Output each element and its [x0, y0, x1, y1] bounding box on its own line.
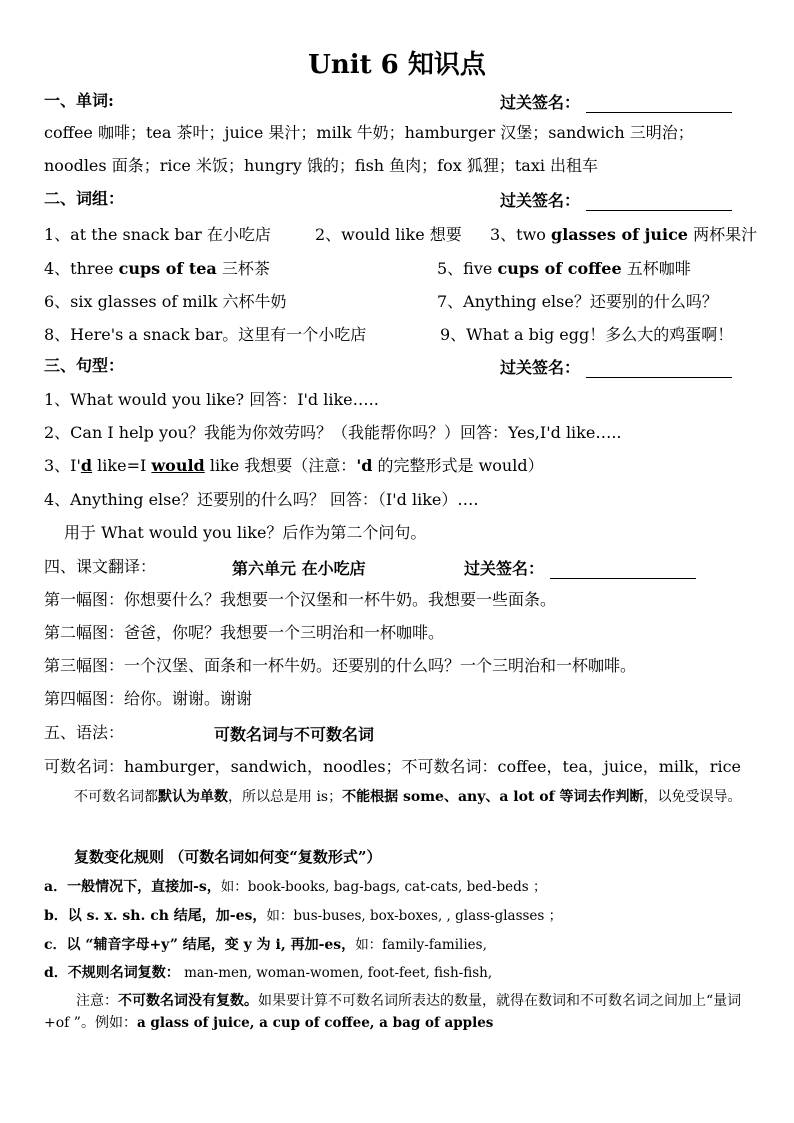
signature-field[interactable]: [500, 355, 732, 378]
rule-c: c．以 “辅音字母+y” 结尾，变 y 为 i, 再加-es，如：family-families,: [44, 937, 487, 953]
phrase-5: 5、five cups of coffee 五杯咖啡: [437, 259, 691, 278]
phrase-6: 6、six glasses of milk 六杯牛奶: [44, 292, 287, 311]
section-heading-phrases: 二、词组：: [44, 189, 125, 208]
rule-b: b．以 s. x. sh. ch 结尾，加-es，如：bus-buses, box-boxes, , glass-glasses ；: [44, 908, 563, 924]
rule-d: d．不规则名词复数： man-men, woman-women, foot-feet, fish-fish,: [44, 965, 493, 981]
section-heading-words: 一、单词:: [44, 91, 114, 110]
translation-subtitle: 第六单元 在小吃店: [232, 559, 366, 578]
sentence-4: 4、Anything else？还要别的什么吗？ 回答：（I'd like）….: [44, 490, 479, 509]
phrase-3: 3、two glasses of juice 两杯果汁: [490, 225, 758, 244]
uncountable-quantity-note: 注意：不可数名词没有复数。如果要计算不可数名词所表达的数量，就得在数词和不可数名词之间加上“量词+of ”。例如：a glass of juice, a cup of coffee, a bag of apples: [44, 993, 742, 1031]
grammar-uncountable-note: 不可数名词都默认为单数，所以总是用 is；不能根据 some、any、a lot of 等词去作判断，以免受误导。: [74, 789, 742, 805]
signature-label: 过关签名：: [464, 559, 545, 578]
signature-line[interactable]: [586, 359, 732, 378]
plural-rules-title: 复数变化规则 （可数名词如何变“复数形式”）: [74, 848, 382, 866]
page-title: Unit 6 知识点: [308, 50, 486, 80]
signature-label: 过关签名：: [500, 191, 581, 210]
section-heading-translation: 四、课文翻译：: [44, 557, 157, 576]
signature-field[interactable]: [464, 556, 696, 579]
sentence-3: 3、I'd like=I would like 我想要（注意：'d 的完整形式是 would）: [44, 456, 544, 475]
grammar-countable-line: 可数名词：hamburger，sandwich，noodles；不可数名词：coffee，tea，juice，milk，rice: [44, 757, 742, 776]
translation-1: 第一幅图：你想要什么？我想要一个汉堡和一杯牛奶。我想要一些面条。: [44, 590, 557, 609]
signature-line[interactable]: [550, 560, 696, 579]
signature-label: 过关签名：: [500, 358, 581, 377]
sentence-1: 1、What would you like? 回答：I'd like…..: [44, 390, 379, 409]
rule-a: a．一般情况下，直接加-s，如：book-books, bag-bags, cat-cats, bed-beds ；: [44, 879, 547, 895]
phrase-8: 8、Here's a snack bar。这里有一个小吃店: [44, 325, 367, 344]
section-heading-grammar: 五、语法：: [44, 723, 125, 742]
signature-line[interactable]: [586, 192, 732, 211]
section-heading-sentences: 三、句型：: [44, 356, 125, 375]
signature-field[interactable]: [500, 90, 732, 113]
vocab-line-2: noodles 面条；rice 米饭；hungry 饿的；fish 鱼肉；fox 狐狸；taxi 出租车: [44, 156, 599, 175]
translation-4: 第四幅图：给你。谢谢。谢谢: [44, 689, 253, 708]
sentence-4-note: 用于 What would you like？后作为第二个问句。: [64, 523, 427, 542]
sentence-2: 2、Can I help you？我能为你效劳吗？（我能帮你吗？）回答：Yes,I'd like…..: [44, 423, 622, 442]
phrase-7: 7、Anything else？还要别的什么吗？: [437, 292, 718, 311]
signature-field[interactable]: [500, 188, 732, 211]
translation-3: 第三幅图：一个汉堡、面条和一杯牛奶。还要别的什么吗？一个三明治和一杯咖啡。: [44, 656, 637, 675]
phrase-1: 1、at the snack bar 在小吃店: [44, 225, 271, 244]
grammar-subtitle: 可数名词与不可数名词: [214, 725, 375, 744]
phrase-9: 9、What a big egg！多么大的鸡蛋啊！: [440, 325, 734, 344]
signature-line[interactable]: [586, 94, 732, 113]
translation-2: 第二幅图：爸爸，你呢？我想要一个三明治和一杯咖啡。: [44, 623, 445, 642]
phrase-2: 2、would like 想要: [315, 225, 462, 244]
vocab-line-1: coffee 咖啡；tea 茶叶；juice 果汁；milk 牛奶；hamburger 汉堡；sandwich 三明治；: [44, 123, 694, 142]
phrase-4: 4、three cups of tea 三杯茶: [44, 259, 270, 278]
signature-label: 过关签名：: [500, 93, 581, 112]
